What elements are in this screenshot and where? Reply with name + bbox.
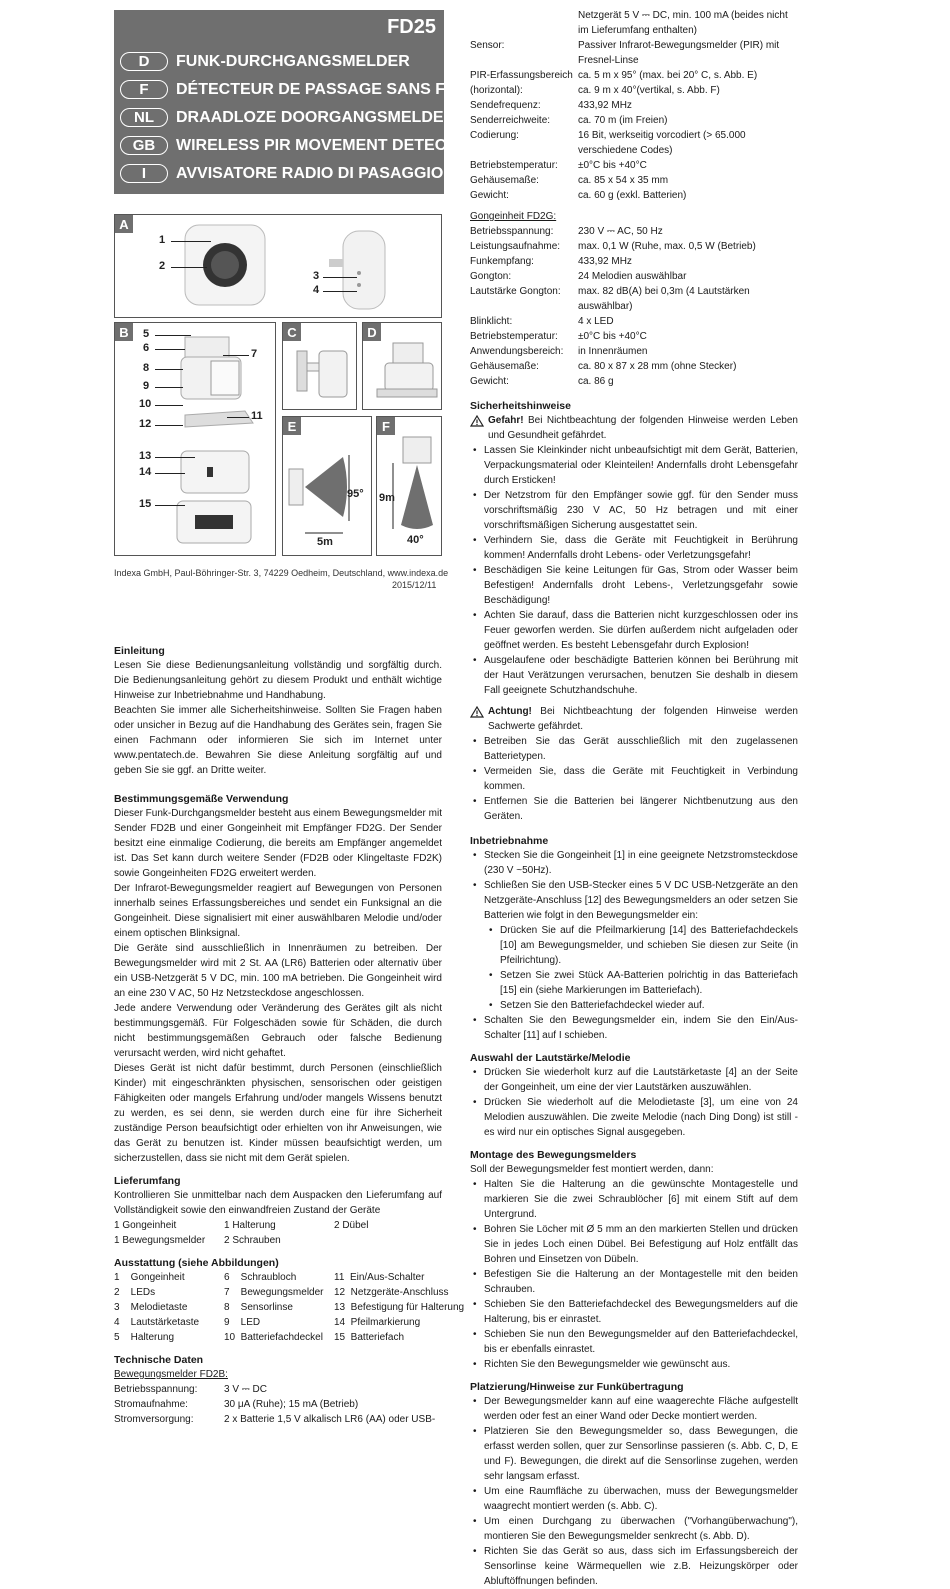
callout-8: 8 bbox=[143, 362, 150, 374]
callout-15: 15 bbox=[139, 498, 152, 510]
spec-key: Gewicht: bbox=[470, 190, 509, 201]
list-item: 7 Bewegungsmelder bbox=[224, 1287, 324, 1298]
section-heading: Inbetriebnahme bbox=[470, 835, 549, 847]
list-item: • Drücken Sie auf die Pfeilmarkierung [14] des Batteriefachdeckels [10] am Bewegungsmelder, und schieben Sie diesen zur Seite (in Pfeilrichtung). bbox=[470, 923, 798, 968]
placement-list bbox=[470, 1394, 798, 1589]
spec-value: 4 x LED bbox=[578, 316, 614, 327]
list-item: 4 Lautstärketaste bbox=[114, 1317, 200, 1328]
figure-f bbox=[376, 416, 442, 556]
list-item: 10 Batteriefachdeckel bbox=[224, 1332, 323, 1343]
callout-6: 6 bbox=[143, 342, 150, 354]
lang-title: WIRELESS PIR MOVEMENT DETECTOR bbox=[176, 136, 480, 154]
list-item: • Achten Sie darauf, dass die Batterien nicht kurzgeschlossen oder ins Feuer geworfen werden. Sie dürfen außerdem nicht aufgeladen oder geöffnet werden. Es besteht Lebensgefahr durch Explosion! bbox=[470, 608, 798, 653]
figure-a bbox=[114, 214, 442, 318]
title-block bbox=[114, 10, 480, 194]
caution-label: Achtung! bbox=[488, 706, 532, 717]
paragraph: Soll der Bewegungsmelder fest montiert werden, dann: bbox=[470, 1164, 714, 1175]
spec-key: Sensor: bbox=[470, 40, 505, 51]
left-body bbox=[114, 636, 465, 1427]
angle-label: 40° bbox=[407, 534, 424, 546]
section-heading: Montage des Bewegungsmelders bbox=[470, 1149, 637, 1161]
lang-title: FUNK-DURCHGANGSMELDER bbox=[176, 52, 410, 70]
figure-e bbox=[282, 416, 372, 556]
list-item: • Schalten Sie den Bewegungsmelder ein, indem Sie den Ein/Aus-Schalter [11] auf I schieben. bbox=[470, 1013, 798, 1043]
horizontal-mount-illustration bbox=[283, 323, 357, 410]
distance-label: 5m bbox=[317, 536, 333, 548]
model-number: FD25 bbox=[387, 16, 436, 38]
spec-value: 230 V ⎓ AC, 50 Hz bbox=[578, 226, 663, 237]
spec-key: Funkempfang: bbox=[470, 256, 534, 267]
list-item: 8 Sensorlinse bbox=[224, 1302, 293, 1313]
callout-9: 9 bbox=[143, 380, 150, 392]
spec-key: Gehäusemaße: bbox=[470, 361, 539, 372]
caution-list bbox=[470, 734, 798, 824]
list-item: 2 Schrauben bbox=[224, 1235, 281, 1246]
paragraph: Dieser Funk-Durchgangsmelder besteht aus einem Bewegungsmelder mit Sender FD2B und einer Gongeinheit mit Empfänger FD2G. Der Sender besitzt eine einmalige Codierung, die bereits am Empfänger angemeldet ist. Das Set kann durch weitere Sender (FD2B oder Klingeltaste FD2K) sowie Gongeinheiten FD2G erweitert werden. bbox=[114, 808, 442, 879]
company-address: Indexa GmbH, Paul-Böhringer-Str. 3, 74229 Oedheim, Deutschland, www.indexa.de bbox=[114, 568, 449, 578]
list-item: • Vermeiden Sie, dass die Geräte mit Feuchtigkeit in Verbindung kommen. bbox=[470, 764, 798, 794]
list-item: 5 Halterung bbox=[114, 1332, 175, 1343]
list-item: • Setzen Sie zwei Stück AA-Batterien polrichtig in das Batteriefach [15] ein (siehe Markierungen im Batteriefach). bbox=[470, 968, 798, 998]
spec-value: ca. 70 m (im Freien) bbox=[578, 115, 668, 126]
paragraph: Jede andere Verwendung oder Veränderung des Gerätes gilt als nicht bestimmungsgemäß. Für Folgeschäden sowie für Schäden, die durch nicht bestimmungsgemäßen Gebrauch oder falsche Bedienung verursacht werden, wird nicht gehaftet. bbox=[114, 1003, 442, 1059]
spec-value: 30 μA (Ruhe); 15 mA (Betrieb) bbox=[224, 1399, 359, 1410]
volume-list bbox=[470, 1065, 798, 1140]
spec-value: ca. 86 g bbox=[578, 376, 614, 387]
paragraph: Der Infrarot-Bewegungsmelder reagiert auf Bewegungen von Personen innerhalb seines Erfassungsbereiches und sendet ein Funksignal an die Gongeinheit. Diese signalisiert mit einer auswählbaren Melodie und/oder einem optischen Blinksignal. bbox=[114, 883, 442, 939]
delivery-list bbox=[114, 1218, 442, 1248]
callout-1: 1 bbox=[159, 234, 166, 246]
list-item: • Drücken Sie wiederholt kurz auf die Lautstärketaste [4] an der Seite der Gongeinheit, um eine der vier Lautstärken auszuwählen. bbox=[470, 1065, 798, 1095]
section-heading: Sicherheitshinweise bbox=[470, 400, 571, 412]
caution-text: Bei Nichtbeachtung der folgenden Hinweise werden Sachwerte gefährdet. bbox=[488, 706, 798, 732]
figure-letter: F bbox=[377, 417, 395, 435]
angle-label: 95° bbox=[347, 488, 364, 500]
spec-value: ±0°C bis +40°C bbox=[578, 160, 647, 171]
spec-key: Betriebsspannung: bbox=[114, 1384, 198, 1395]
list-item: 15 Batteriefach bbox=[334, 1332, 405, 1343]
section-heading: Lieferumfang bbox=[114, 1175, 181, 1187]
lang-code: GB bbox=[120, 136, 168, 155]
lang-title: DRAADLOZE DOORGANGSMELDER bbox=[176, 108, 456, 126]
list-item: 14 Pfeilmarkierung bbox=[334, 1317, 421, 1328]
list-item: 12 Netzgeräte-Anschluss bbox=[334, 1287, 449, 1298]
lang-row-de bbox=[120, 50, 410, 72]
spec-key: Gewicht: bbox=[470, 376, 509, 387]
subheading: Bewegungsmelder FD2B: bbox=[114, 1369, 228, 1380]
document-date: 2015/12/11 bbox=[392, 580, 437, 590]
list-item: • Stecken Sie die Gongeinheit [1] in eine geeignete Netzstromsteckdose (230 V ~50Hz). bbox=[470, 848, 798, 878]
list-item: • Richten Sie das Gerät so aus, dass sich im Erfassungsbereich der Sensorlinse keine Wärmequellen wie z.B. Heizungskörper oder Abluftöffnungen befinden. bbox=[470, 1544, 798, 1589]
safety-list bbox=[470, 443, 798, 698]
equipment-list bbox=[114, 1270, 465, 1345]
lang-code: NL bbox=[120, 108, 168, 127]
list-item: • Betreiben Sie das Gerät ausschließlich mit den zugelassenen Batterietypen. bbox=[470, 734, 798, 764]
figure-d bbox=[362, 322, 442, 410]
list-item: • Schieben Sie nun den Bewegungsmelder auf den Batteriefachdeckel, bis er ebenfalls einrastet. bbox=[470, 1327, 798, 1357]
list-item: 2 Dübel bbox=[334, 1220, 369, 1231]
list-item: • Richten Sie den Bewegungsmelder wie gewünscht aus. bbox=[470, 1357, 798, 1372]
spec-value: ca. 60 g (exkl. Batterien) bbox=[578, 190, 687, 201]
figure-letter: B bbox=[115, 323, 133, 341]
spec-key: Lautstärke Gongton: bbox=[470, 286, 561, 297]
spec-value: ±0°C bis +40°C bbox=[578, 331, 647, 342]
callout-11: 11 bbox=[251, 410, 263, 422]
spec-key: Betriebsspannung: bbox=[470, 226, 554, 237]
lang-title: AVVISATORE RADIO DI PASAGGIO bbox=[176, 164, 444, 182]
lang-code: I bbox=[120, 164, 168, 183]
figure-b bbox=[114, 322, 276, 556]
list-item: 1 Gongeinheit bbox=[114, 1272, 185, 1283]
spec-key: Betriebstemperatur: bbox=[470, 331, 558, 342]
section-heading: Bestimmungsgemäße Verwendung bbox=[114, 793, 289, 805]
startup-list-end bbox=[470, 1013, 798, 1043]
list-item: 13 Befestigung für Halterung bbox=[334, 1302, 465, 1313]
lang-code: D bbox=[120, 52, 168, 71]
lang-row-it bbox=[120, 162, 443, 184]
danger-text: Bei Nichtbeachtung der folgenden Hinweise werden Leben und Gesundheit gefährdet. bbox=[488, 415, 798, 441]
lang-row-gb bbox=[120, 134, 480, 156]
subheading: Gongeinheit FD2G: bbox=[470, 211, 557, 222]
list-item: • Ausgelaufene oder beschädigte Batterien können bei Berührung mit der Haut Verätzungen verursachen, benutzen Sie deshalb in diesem Fall geeignete Schutzhandschuhe. bbox=[470, 653, 798, 698]
spec-value: 3 V ⎓ DC bbox=[224, 1384, 267, 1395]
list-item: 3 Melodietaste bbox=[114, 1302, 188, 1313]
list-item: 6 Schraubloch bbox=[224, 1272, 297, 1283]
spec-value: max. 82 dB(A) bei 0,3m (4 Lautstärken auswählbar) bbox=[578, 286, 750, 312]
callout-10: 10 bbox=[139, 398, 152, 410]
list-item: • Lassen Sie Kleinkinder nicht unbeaufsichtigt mit dem Gerät, Batterien, Verpackungsmaterial oder Kleinteilen! Andernfalls droht Lebensgefahr durch Ersticken! bbox=[470, 443, 798, 488]
list-item: • Um einen Durchgang zu überwachen ("Vorhangüberwachung"), montieren Sie den Bewegungsmelder senkrecht (s. Abb. D). bbox=[470, 1514, 798, 1544]
list-item: 11 Ein/Aus-Schalter bbox=[334, 1272, 425, 1283]
paragraph: Die Geräte sind ausschließlich in Innenräumen zu betreiben. Der Bewegungsmelder wird mit 2 St. AA (LR6) Batterien oder alternativ über ein USB-Netzgerät 5 V DC, min. 100 mA betrieben. Die Gongeinheit wird an eine 230 V AC, 50 Hz Netzsteckdose angeschlossen. bbox=[114, 943, 442, 999]
spec-key: Blinklicht: bbox=[470, 316, 513, 327]
list-item bbox=[334, 1233, 444, 1248]
callout-5: 5 bbox=[143, 328, 150, 340]
section-heading: Ausstattung (siehe Abbildungen) bbox=[114, 1257, 279, 1269]
danger-label: Gefahr! bbox=[488, 415, 524, 426]
spec-value: 16 Bit, werkseitig vorcodiert (> 65.000 verschiedene Codes) bbox=[578, 130, 746, 156]
spec-value: in Innenräumen bbox=[578, 346, 648, 357]
section-heading: Einleitung bbox=[114, 645, 165, 657]
spec-continuation: Netzgerät 5 V ⎓ DC, min. 100 mA (beides nicht im Lieferumfang enthalten) bbox=[578, 10, 788, 36]
spec-key: Stromversorgung: bbox=[114, 1414, 194, 1425]
spec-key: Gehäusemaße: bbox=[470, 175, 539, 186]
list-item: • Schließen Sie den USB-Stecker eines 5 V DC USB-Netzgeräte an den Netzgeräte-Anschluss [12] des Bewegungsmelders an oder setzen Sie Batterien wie folgt in den Bewegungsmelder ein: bbox=[470, 878, 798, 923]
spec-value: ca. 85 x 54 x 35 mm bbox=[578, 175, 669, 186]
callout-12: 12 bbox=[139, 418, 152, 430]
caution-notice bbox=[470, 704, 798, 734]
figure-letter: E bbox=[283, 417, 301, 435]
left-column bbox=[114, 10, 480, 194]
spec-value: 24 Melodien auswählbar bbox=[578, 271, 687, 282]
right-column bbox=[470, 8, 798, 1589]
spec-value: ca. 5 m x 95° (max. bei 20° C, s. Abb. E) bbox=[578, 70, 758, 81]
list-item: 9 LED bbox=[224, 1317, 261, 1328]
callout-4: 4 bbox=[313, 284, 320, 296]
paragraph: Beachten Sie immer alle Sicherheitshinweise. Sollten Sie Fragen haben oder unsicher in Bezug auf die Handhabung des Gerätes sein, fragen Sie einen Fachmann oder informieren Sie sich im Internet unter www.pentatech.de. Bewahren Sie diese Anleitung sorgfältig auf und geben Sie sie ggf. an Dritte weiter. bbox=[114, 705, 442, 776]
list-item: • Um eine Raumfläche zu überwachen, muss der Bewegungsmelder waagrecht montiert werden (s. Abb. C). bbox=[470, 1484, 798, 1514]
spec-key: Codierung: bbox=[470, 130, 519, 141]
list-item: • Verhindern Sie, dass die Geräte mit Feuchtigkeit in Berührung kommen! Andernfalls droht Lebens- oder Verletzungsgefahr! bbox=[470, 533, 798, 563]
list-item: • Halten Sie die Halterung an die gewünschte Montagestelle und markieren Sie die zwei Schraublöcher [6] mit einem Stift auf dem Untergrund. bbox=[470, 1177, 798, 1222]
spec-value: ca. 9 m x 40°(vertikal, s. Abb. F) bbox=[578, 85, 720, 96]
list-item: 2 LEDs bbox=[114, 1287, 156, 1298]
list-item: • Platzieren Sie den Bewegungsmelder so, dass Bewegungen, die erfasst werden sollen, quer zur Sensorlinse passieren (s. Abb. C, D, E und F). Bewegungen, die direkt auf die Sensorlinse zugehen, werden sehr langsam erfasst. bbox=[470, 1424, 798, 1484]
spec-key: Betriebstemperatur: bbox=[470, 160, 558, 171]
callout-14: 14 bbox=[139, 466, 152, 478]
callout-13: 13 bbox=[139, 450, 152, 462]
spec-key: Anwendungsbereich: bbox=[470, 346, 564, 357]
lang-row-fr bbox=[120, 78, 459, 100]
list-item: • Schieben Sie den Batteriefachdeckel des Bewegungsmelders auf die Halterung, bis er einrastet. bbox=[470, 1297, 798, 1327]
callout-7: 7 bbox=[251, 348, 258, 360]
figure-letter: C bbox=[283, 323, 301, 341]
list-item: • Entfernen Sie die Batterien bei längerer Nichtbenutzung aus den Geräten. bbox=[470, 794, 798, 824]
vertical-mount-illustration bbox=[363, 323, 442, 410]
figure-c bbox=[282, 322, 357, 410]
startup-sublist bbox=[470, 923, 798, 1013]
section-heading: Auswahl der Lautstärke/Melodie bbox=[470, 1052, 631, 1064]
lang-title: DÉTECTEUR DE PASSAGE SANS FIL bbox=[176, 80, 460, 98]
spec-value: 433,92 MHz bbox=[578, 256, 632, 267]
list-item: • Der Bewegungsmelder kann auf eine waagerechte Fläche aufgestellt werden oder fest an einer Wand oder Decke montiert werden. bbox=[470, 1394, 798, 1424]
callout-3: 3 bbox=[313, 270, 320, 282]
list-item: • Befestigen Sie die Halterung an der Montagestelle mit den beiden Schrauben. bbox=[470, 1267, 798, 1297]
callout-2: 2 bbox=[159, 260, 166, 272]
spec-table bbox=[470, 38, 798, 203]
mount-list bbox=[470, 1177, 798, 1372]
list-item: • Bohren Sie Löcher mit Ø 5 mm an den markierten Stellen und drücken Sie in jedes Loch einen Dübel. Bei Befestigung auf Holz entfällt das Bohren und Einsetzen von Dübeln. bbox=[470, 1222, 798, 1267]
spec-value: 433,92 MHz bbox=[578, 100, 632, 111]
spec-value: Passiver Infrarot-Bewegungsmelder (PIR) mit Fresnel-Linse bbox=[578, 40, 780, 66]
danger-notice bbox=[470, 413, 798, 443]
paragraph: Dieses Gerät ist nicht dafür bestimmt, durch Personen (einschließlich Kinder) mit eingeschränkten physischen, sensorischen oder geistigen Fähigkeiten oder mangels Erfahrung und/oder mangels Wissens benutzt zu werden, es sei denn, sie werden durch eine für ihre Sicherheit zuständige Person beaufsichtigt oder erhielten von ihr Anweisungen, wie das Gerät zu benutzen ist. Kinder müssen beaufsichtigt werden, um sicherzustellen, dass sie nicht mit dem Gerät spielen. bbox=[114, 1063, 442, 1164]
section-heading: Platzierung/Hinweise zur Funkübertragung bbox=[470, 1381, 684, 1393]
list-item: 1 Halterung bbox=[224, 1220, 276, 1231]
list-item: 1 Bewegungsmelder bbox=[114, 1235, 206, 1246]
spec-key: Stromaufnahme: bbox=[114, 1399, 188, 1410]
spec-key: Gongton: bbox=[470, 271, 512, 282]
list-item: • Beschädigen Sie keine Leitungen für Gas, Strom oder Wasser beim Befestigen! Andernfalls droht Lebens-, Verletzungsgefahr sowie Beschädigung! bbox=[470, 563, 798, 608]
startup-list bbox=[470, 848, 798, 923]
lang-row-nl bbox=[120, 106, 455, 128]
spec-value: ca. 80 x 87 x 28 mm (ohne Stecker) bbox=[578, 361, 737, 372]
lang-code: F bbox=[120, 80, 168, 99]
spec-key: Sendefrequenz: bbox=[470, 100, 541, 111]
spec-table bbox=[114, 1382, 442, 1427]
list-item: • Der Netzstrom für den Empfänger sowie ggf. für den Sender muss vorschriftsmäßig 230 V AC, 50 Hz betragen und mit einer vorschriftsmäßigen Sicherung ausgestattet sein. bbox=[470, 488, 798, 533]
list-item: 1 Gongeinheit bbox=[114, 1220, 177, 1231]
spec-value: 2 x Batterie 1,5 V alkalisch LR6 (AA) oder USB- bbox=[224, 1414, 436, 1425]
warning-triangle-icon bbox=[470, 415, 484, 427]
warning-triangle-icon bbox=[470, 706, 484, 718]
figure-letter: A bbox=[115, 215, 133, 233]
distance-label: 9m bbox=[379, 492, 395, 504]
spec-key: Leistungsaufnahme: bbox=[470, 241, 561, 252]
list-item: • Setzen Sie den Batteriefachdeckel wieder auf. bbox=[470, 998, 798, 1013]
list-item: • Drücken Sie wiederholt auf die Melodietaste [3], um eine von 24 Melodien auszuwählen. Die zweite Melodie (nach Ding Dong) ist still - es wird nur ein optisches Signal ausgegeben. bbox=[470, 1095, 798, 1140]
section-heading: Technische Daten bbox=[114, 1354, 204, 1366]
figure-letter: D bbox=[363, 323, 381, 341]
spec-key: PIR-Erfassungsbereich bbox=[470, 70, 573, 81]
spec-key: Senderreichweite: bbox=[470, 115, 551, 126]
spec-value: max. 0,1 W (Ruhe, max. 0,5 W (Betrieb) bbox=[578, 241, 756, 252]
spec-key: (horizontal): bbox=[470, 85, 523, 96]
paragraph: Lesen Sie diese Bedienungsanleitung vollständig und sorgfältig durch. Die Bedienungsanleitung gehört zu diesem Produkt und enthält wichtige Hinweise zur Inbetriebnahme und Handhabung. bbox=[114, 660, 442, 701]
paragraph: Kontrollieren Sie unmittelbar nach dem Auspacken den Lieferumfang auf Vollständigkeit sowie den einwandfreien Zustand der Geräte bbox=[114, 1190, 442, 1216]
spec-table bbox=[470, 224, 798, 389]
